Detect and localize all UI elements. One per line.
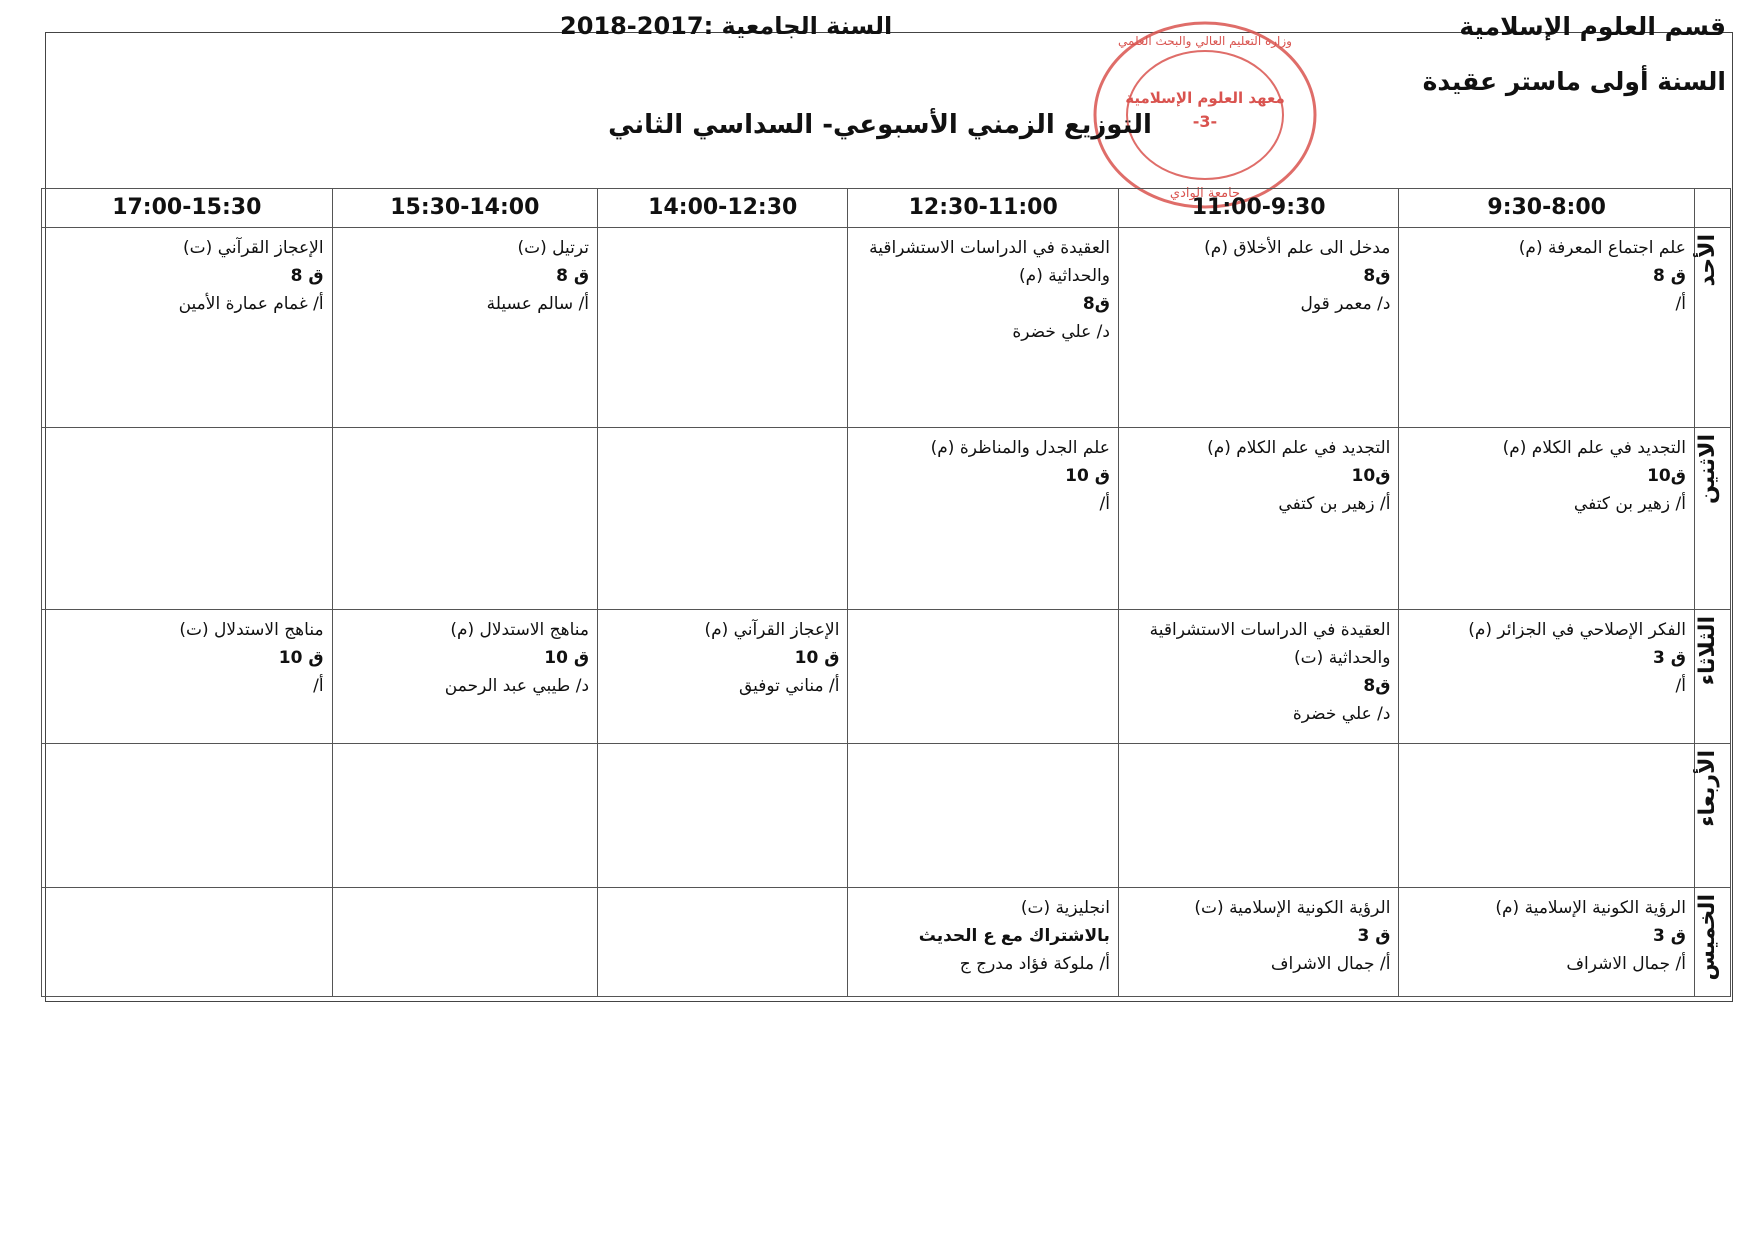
class-cell: الفكر الإصلاحي في الجزائر (م) ق 3 أ/ xyxy=(1399,610,1695,744)
stamp-line3: جامعة الوادي xyxy=(1169,186,1241,201)
time-slot: 12:30-11:00 xyxy=(848,189,1118,228)
class-cell: العقيدة في الدراسات الاستشراقية والحداثية (م) ق8 د/ علي خضرة xyxy=(848,228,1118,428)
day-row xyxy=(42,888,1731,997)
class-cell: علم اجتماع المعرفة (م) ق 8 أ/ xyxy=(1399,228,1695,428)
academic-year: السنة الجامعية :2017-2018 xyxy=(560,12,893,40)
class-cell: الإعجاز القرآني (م) ق 10 أ/ مناني توفيق xyxy=(598,610,848,744)
day-label: الأحد xyxy=(1694,228,1730,428)
class-cell: مدخل الى علم الأخلاق (م) ق8 د/ معمر قول xyxy=(1118,228,1398,428)
day-row xyxy=(42,610,1731,744)
schedule-title: التوزيع الزمني الأسبوعي- السداسي الثاني xyxy=(608,110,1152,140)
department-label: قسم العلوم الإسلامية xyxy=(1459,12,1726,41)
class-cell: الرؤية الكونية الإسلامية (م) ق 3 أ/ جمال الاشراف xyxy=(1399,888,1695,997)
class-cell xyxy=(332,888,597,997)
class-cell xyxy=(332,744,597,888)
day-label: الخميس xyxy=(1694,888,1730,997)
schedule-table xyxy=(41,188,1731,997)
class-cell xyxy=(1118,744,1398,888)
stamp-line1: وزارة التعليم العالي والبحث العلمي xyxy=(1118,34,1292,48)
class-cell: التجديد في علم الكلام (م) ق10 أ/ زهير بن كتفي xyxy=(1399,428,1695,610)
day-row xyxy=(42,744,1731,888)
class-cell xyxy=(42,888,333,997)
class-cell: مناهج الاستدلال (ت) ق 10 أ/ xyxy=(42,610,333,744)
class-cell: ترتيل (ت) ق 8 أ/ سالم عسيلة xyxy=(332,228,597,428)
class-cell xyxy=(598,428,848,610)
day-row xyxy=(42,228,1731,428)
level-label: السنة أولى ماستر عقيدة xyxy=(1422,67,1726,96)
time-slot: 17:00-15:30 xyxy=(42,189,333,228)
class-cell xyxy=(598,888,848,997)
class-cell: انجليزية (ت) بالاشتراك مع ع الحديث أ/ ملوكة فؤاد مدرج ج xyxy=(848,888,1118,997)
stamp-num: -3- xyxy=(1192,112,1218,131)
class-cell xyxy=(42,744,333,888)
class-cell: مناهج الاستدلال (م) ق 10 د/ طيبي عبد الرحمن xyxy=(332,610,597,744)
class-cell xyxy=(1399,744,1695,888)
day-label: الاثنين xyxy=(1694,428,1730,610)
class-cell: الرؤية الكونية الإسلامية (ت) ق 3 أ/ جمال الاشراف xyxy=(1118,888,1398,997)
class-cell: التجديد في علم الكلام (م) ق10 أ/ زهير بن كتفي xyxy=(1118,428,1398,610)
class-cell xyxy=(598,228,848,428)
time-slot: 9:30-8:00 xyxy=(1399,189,1695,228)
day-label: الثلاثاء xyxy=(1694,610,1730,744)
corner-cell xyxy=(1694,189,1730,228)
class-cell xyxy=(42,428,333,610)
time-slot: 11:00-9:30 xyxy=(1118,189,1398,228)
class-cell xyxy=(848,610,1118,744)
time-slot: 14:00-12:30 xyxy=(598,189,848,228)
time-slot: 15:30-14:00 xyxy=(332,189,597,228)
class-cell: العقيدة في الدراسات الاستشراقية والحداثية (ت) ق8 د/ علي خضرة xyxy=(1118,610,1398,744)
day-row xyxy=(42,428,1731,610)
stamp-line2: معهد العلوم الإسلامية xyxy=(1125,89,1285,107)
class-cell xyxy=(848,744,1118,888)
class-cell xyxy=(598,744,848,888)
class-cell xyxy=(332,428,597,610)
class-cell: علم الجدل والمناظرة (م) ق 10 أ/ xyxy=(848,428,1118,610)
header-row xyxy=(42,189,1731,228)
class-cell: الإعجاز القرآني (ت) ق 8 أ/ غمام عمارة الأمين xyxy=(42,228,333,428)
day-label: الأربعاء xyxy=(1694,744,1730,888)
header-right xyxy=(1423,12,1726,122)
